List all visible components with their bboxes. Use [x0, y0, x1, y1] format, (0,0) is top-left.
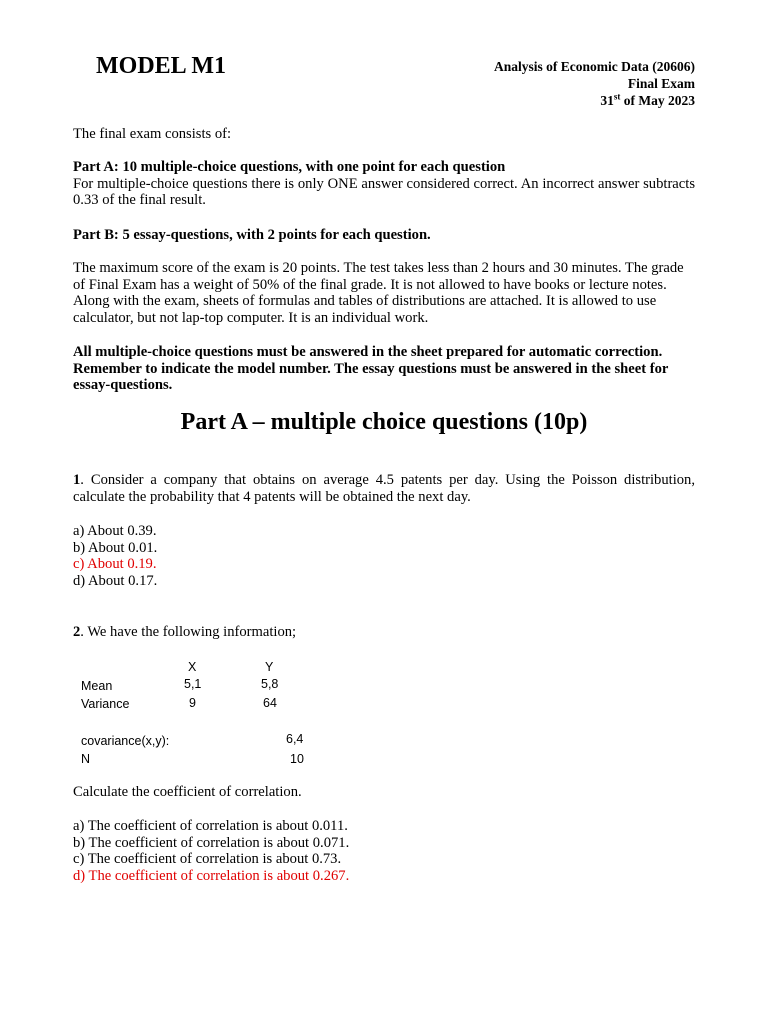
question-1-text: . Consider a company that obtains on average 4.5 patents per day. Using the Poisson distribution, calculate the probability that 4 patents will be obtained the next day. [73, 472, 695, 505]
exam-name: Final Exam [627, 76, 695, 91]
q1-option-b: b) About 0.01. [73, 539, 158, 556]
exam-date: 31st of May 2023 [600, 91, 695, 108]
q2-option-d: d) The coefficient of correlation is about 0.267. [73, 868, 350, 885]
part-a-description [73, 159, 695, 209]
q1-option-a: a) About 0.39. [73, 523, 157, 539]
q2-option-a: a) The coefficient of correlation is about 0.011. [73, 818, 348, 834]
variance-y: 64 [263, 696, 277, 710]
q1-option-d: d) About 0.17. [73, 573, 158, 590]
exam-header [494, 58, 695, 109]
mean-y: 5,8 [261, 677, 279, 691]
question-2-text: . We have the following information; [80, 624, 297, 640]
q2-option-b: b) The coefficient of correlation is about 0.071. [73, 834, 350, 851]
covariance-value: 6,4 [286, 732, 304, 746]
question-1-number: 1 [73, 472, 81, 488]
question-2 [73, 624, 695, 641]
variance-label: Variance [81, 697, 130, 711]
variance-x: 9 [189, 696, 196, 710]
q1-option-c: c) About 0.19. [73, 556, 157, 573]
col-y-header: Y [265, 660, 274, 674]
intro-consists: The final exam consists of: [73, 126, 232, 142]
mean-label: Mean [81, 679, 113, 693]
part-a-text: For multiple-choice questions there is only ONE answer considered correct. An incorrect answer subtracts 0.33 of the final result. [73, 175, 695, 209]
exam-info: The maximum score of the exam is 20 points. The test takes less than 2 hours and 30 minutes. The grade of Final Exam has a weight of 50% of the final grade. It is not allowed to have books or lecture notes. Along with the exam, sheets of formulas and tables of distributions are attached. It is allowed to use calculator, but not lap-top computer. It is an individual work. [73, 260, 684, 327]
part-a-title: Part A – multiple choice questions (10p) [180, 409, 588, 435]
question-1-options [73, 523, 695, 590]
covariance-label: covariance(x,y): [81, 734, 170, 748]
n-value: 10 [290, 752, 304, 766]
q2-option-c: c) The coefficient of correlation is about 0.73. [73, 851, 342, 868]
question-2-options [73, 818, 695, 885]
n-label: N [81, 752, 91, 766]
question-1 [73, 472, 695, 505]
course-name: Analysis of Economic Data (20606) [494, 59, 695, 74]
question-2-number: 2 [73, 624, 81, 640]
part-b-description [73, 227, 695, 244]
part-a-heading: Part A: 10 multiple-choice questions, with one point for each question [73, 159, 506, 175]
model-title: MODEL M1 [96, 53, 226, 79]
col-x-header: X [188, 660, 197, 674]
part-b-heading: Part B: 5 essay-questions, with 2 points for each question. [73, 227, 431, 243]
mean-x: 5,1 [184, 677, 202, 691]
exam-instructions: All multiple-choice questions must be answered in the sheet prepared for automatic correction. Remember to indicate the model number. The essay questions must be answered in the sheet for essay-questions. [73, 344, 669, 394]
question-2-prompt: Calculate the coefficient of correlation. [73, 784, 302, 800]
